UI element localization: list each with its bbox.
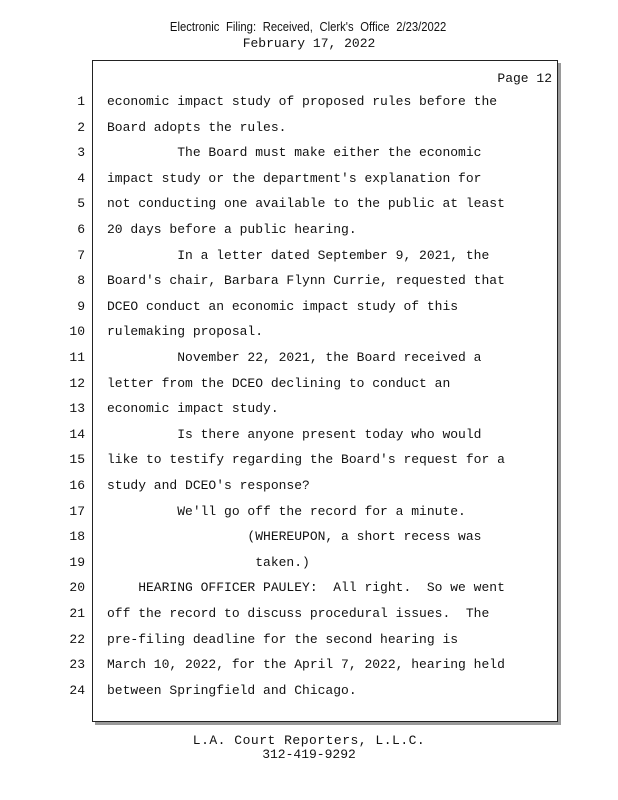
line-text: impact study or the department's explanation for — [107, 170, 482, 186]
line-text: (WHEREUPON, a short recess was — [107, 529, 482, 545]
line-text: rulemaking proposal. — [107, 324, 264, 340]
transcript-line — [0, 425, 618, 445]
transcript-line — [0, 322, 618, 342]
line-number: 19 — [69, 554, 85, 570]
line-number: 5 — [77, 196, 85, 212]
transcript-date: February 17, 2022 — [242, 36, 376, 51]
transcript-line — [0, 92, 618, 112]
reporter-company: L.A. Court Reporters, L.L.C. — [192, 733, 426, 748]
line-number: 11 — [69, 350, 85, 365]
transcript-line — [0, 681, 618, 701]
line-text: March 10, 2022, for the April 7, 2022, hearing held — [107, 657, 505, 673]
line-number: 24 — [69, 682, 85, 698]
line-number: 2 — [77, 119, 85, 135]
transcript-line — [0, 348, 618, 368]
page-number: Page 12 — [497, 71, 552, 86]
transcript-line — [0, 655, 618, 675]
line-text: between Springfield and Chicago. — [107, 682, 357, 698]
line-number: 17 — [69, 503, 85, 519]
transcript-line — [0, 450, 618, 470]
line-text: Is there anyone present today who would — [107, 426, 482, 442]
transcript-line — [0, 194, 618, 214]
line-text: study and DCEO's response? — [107, 478, 310, 493]
line-text: letter from the DCEO declining to conduct an — [107, 375, 451, 391]
line-text: We'll go off the record for a minute. — [107, 503, 466, 519]
transcript-line — [0, 246, 618, 266]
line-number: 8 — [77, 273, 85, 289]
transcript-line — [0, 502, 618, 522]
line-text: off the record to discuss procedural issues. The — [107, 606, 490, 621]
line-text: 20 days before a public hearing. — [107, 222, 357, 237]
line-text: DCEO conduct an economic impact study of this — [107, 298, 459, 314]
transcript-line — [0, 630, 618, 650]
line-number: 12 — [69, 375, 85, 391]
line-number: 18 — [69, 529, 85, 545]
line-text: economic impact study of proposed rules before the — [107, 94, 498, 109]
line-text: November 22, 2021, the Board received a — [107, 350, 482, 365]
line-text: pre-filing deadline for the second hearing is — [107, 631, 459, 647]
line-text: Board adopts the rules. — [107, 119, 287, 135]
transcript-line — [0, 374, 618, 394]
filing-stamp: Electronic Filing: Received, Clerk's Office 2/23/2022 — [169, 20, 447, 34]
reporter-phone: 312-419-9292 — [262, 747, 356, 762]
line-number: 21 — [69, 606, 85, 621]
line-number: 3 — [77, 145, 85, 161]
line-text: like to testify regarding the Board's request for a — [107, 452, 505, 468]
transcript-line — [0, 527, 618, 547]
line-number: 1 — [77, 94, 85, 109]
line-text: The Board must make either the economic — [107, 145, 482, 161]
transcript-line — [0, 553, 618, 573]
transcript-line — [0, 578, 618, 598]
line-text: Board's chair, Barbara Flynn Currie, requested that — [107, 273, 505, 289]
transcript-line — [0, 271, 618, 291]
line-number: 14 — [69, 426, 85, 442]
line-number: 10 — [69, 324, 85, 340]
line-text: not conducting one available to the public at least — [107, 196, 505, 212]
line-number: 16 — [69, 478, 85, 493]
line-number: 15 — [69, 452, 85, 468]
transcript-line — [0, 476, 618, 496]
line-text: taken.) — [107, 554, 310, 570]
transcript-line — [0, 220, 618, 240]
line-number: 6 — [77, 222, 85, 237]
line-text: In a letter dated September 9, 2021, the — [107, 247, 490, 263]
transcript-line — [0, 399, 618, 419]
line-number: 9 — [77, 298, 85, 314]
transcript-line — [0, 118, 618, 138]
transcript-line — [0, 169, 618, 189]
line-number: 20 — [69, 580, 85, 596]
line-number: 7 — [77, 247, 85, 263]
line-number: 23 — [69, 657, 85, 673]
line-text: economic impact study. — [107, 401, 279, 417]
line-text: HEARING OFFICER PAULEY: All right. So we went — [107, 580, 505, 596]
line-number: 22 — [69, 631, 85, 647]
transcript-line — [0, 143, 618, 163]
line-number: 13 — [69, 401, 85, 417]
line-number: 4 — [77, 170, 85, 186]
transcript-line — [0, 604, 618, 624]
transcript-line — [0, 297, 618, 317]
